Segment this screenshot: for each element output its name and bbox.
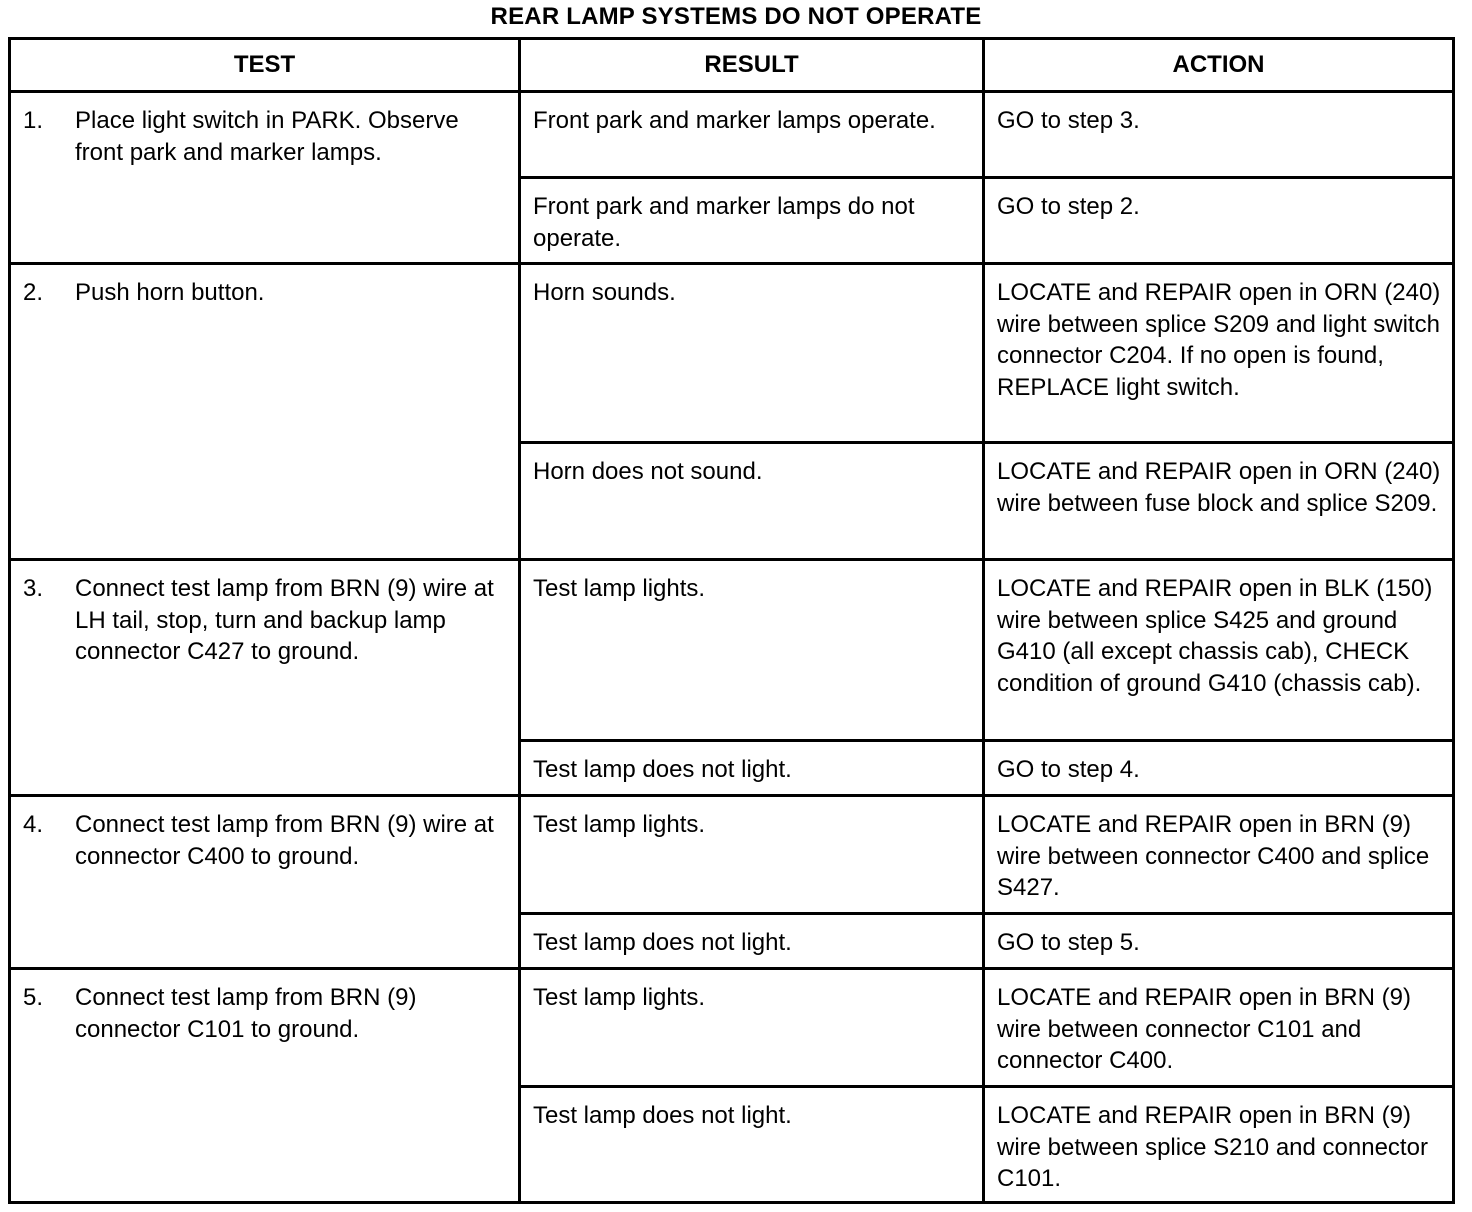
result-cell: Horn sounds. (520, 264, 984, 443)
table-row (10, 92, 1454, 178)
action-cell: LOCATE and REPAIR open in ORN (240) wire between splice S209 and light switch connector C204. If no open is found, REPLACE light switch. (984, 264, 1454, 443)
action-cell: LOCATE and REPAIR open in ORN (240) wire between fuse block and splice S209. (984, 443, 1454, 560)
test-cell (10, 264, 520, 560)
action-cell: LOCATE and REPAIR open in BRN (9) wire between connector C400 and splice S427. (984, 796, 1454, 914)
header-result: RESULT (520, 39, 984, 92)
test-description: Place light switch in PARK. Observe front park and marker lamps. (75, 107, 459, 166)
result-cell: Front park and marker lamps do not operate. (520, 178, 984, 264)
table-row (10, 969, 1454, 1087)
step-number: 2. (23, 279, 44, 306)
test-description: Connect test lamp from BRN (9) wire at LH tail, stop, turn and backup lamp connector C427 to ground. (75, 575, 494, 665)
result-cell: Test lamp lights. (520, 969, 984, 1087)
test-cell (10, 796, 520, 969)
action-cell: GO to step 2. (984, 178, 1454, 264)
step-number: 3. (23, 575, 44, 602)
header-test: TEST (10, 39, 520, 92)
step-number: 4. (23, 811, 44, 838)
action-cell: GO to step 5. (984, 914, 1454, 969)
result-cell: Test lamp lights. (520, 560, 984, 741)
test-description: Connect test lamp from BRN (9) connector C101 to ground. (75, 984, 417, 1043)
table-row (10, 560, 1454, 741)
header-action: ACTION (984, 39, 1454, 92)
table-row (10, 796, 1454, 914)
table-row (10, 264, 1454, 443)
result-cell: Test lamp does not light. (520, 914, 984, 969)
test-cell (10, 969, 520, 1203)
result-cell: Test lamp does not light. (520, 1087, 984, 1203)
action-cell: LOCATE and REPAIR open in BRN (9) wire between connector C101 and connector C400. (984, 969, 1454, 1087)
test-cell (10, 560, 520, 796)
header-row (10, 39, 1454, 92)
result-cell: Horn does not sound. (520, 443, 984, 560)
action-cell: GO to step 3. (984, 92, 1454, 178)
result-cell: Test lamp does not light. (520, 741, 984, 796)
test-description: Push horn button. (75, 279, 265, 306)
test-description: Connect test lamp from BRN (9) wire at connector C400 to ground. (75, 811, 494, 870)
step-number: 5. (23, 984, 44, 1011)
action-cell: LOCATE and REPAIR open in BLK (150) wire between splice S425 and ground G410 (all except chassis cab), CHECK condition of ground G410 (chassis cab). (984, 560, 1454, 741)
action-cell: GO to step 4. (984, 741, 1454, 796)
result-cell: Test lamp lights. (520, 796, 984, 914)
action-cell: LOCATE and REPAIR open in BRN (9) wire between splice S210 and connector C101. (984, 1087, 1454, 1203)
step-number: 1. (23, 107, 44, 134)
page-title: REAR LAMP SYSTEMS DO NOT OPERATE (490, 3, 982, 30)
result-cell: Front park and marker lamps operate. (520, 92, 984, 178)
test-cell (10, 92, 520, 264)
diagnostic-table (8, 37, 1455, 1204)
